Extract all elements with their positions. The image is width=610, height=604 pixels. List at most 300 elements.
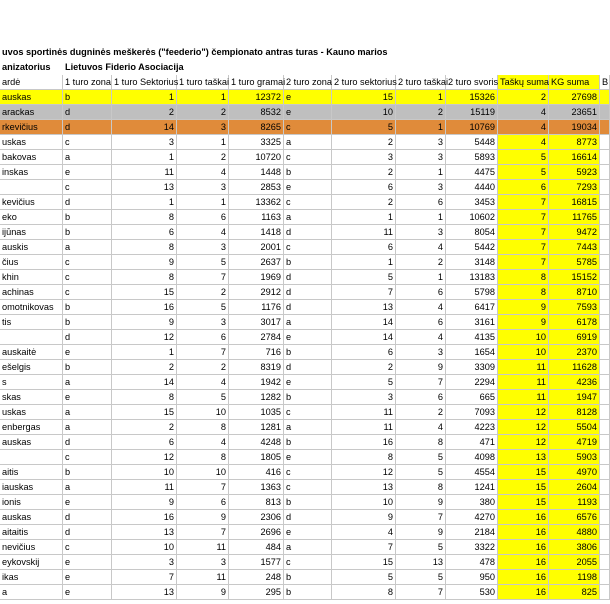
table-cell[interactable]: 10 <box>177 405 229 420</box>
table-cell[interactable]: 2 <box>396 255 446 270</box>
table-cell[interactable]: d <box>63 195 112 210</box>
table-cell[interactable]: 471 <box>446 435 498 450</box>
table-cell[interactable]: d <box>63 525 112 540</box>
table-cell[interactable]: b <box>63 465 112 480</box>
table-cell[interactable] <box>600 480 610 495</box>
table-cell[interactable] <box>600 585 610 600</box>
table-cell[interactable]: 6 <box>396 390 446 405</box>
table-cell[interactable]: 10 <box>112 465 177 480</box>
table-cell[interactable]: e <box>284 450 332 465</box>
table-cell[interactable]: 13 <box>396 555 446 570</box>
table-cell[interactable]: 5 <box>177 390 229 405</box>
table-cell[interactable]: 2055 <box>549 555 600 570</box>
table-cell[interactable]: 9 <box>112 495 177 510</box>
table-cell[interactable]: iauskas <box>0 480 63 495</box>
table-cell[interactable]: khin <box>0 270 63 285</box>
table-cell[interactable]: 5903 <box>549 450 600 465</box>
table-cell[interactable]: 8319 <box>229 360 284 375</box>
table-cell[interactable]: aitaitis <box>0 525 63 540</box>
table-cell[interactable] <box>600 555 610 570</box>
table-cell[interactable]: 7 <box>396 585 446 600</box>
table-cell[interactable]: 8773 <box>549 135 600 150</box>
table-cell[interactable]: 2294 <box>446 375 498 390</box>
table-cell[interactable]: 4 <box>177 375 229 390</box>
table-cell[interactable]: c <box>63 285 112 300</box>
table-cell[interactable]: 2 <box>177 285 229 300</box>
table-cell[interactable]: 4 <box>396 330 446 345</box>
table-cell[interactable]: 7093 <box>446 405 498 420</box>
table-cell[interactable]: e <box>284 525 332 540</box>
table-cell[interactable]: 3 <box>396 180 446 195</box>
table-cell[interactable]: 1 <box>112 150 177 165</box>
table-cell[interactable]: c <box>63 180 112 195</box>
table-cell[interactable]: 7 <box>498 210 549 225</box>
table-cell[interactable]: e <box>63 585 112 600</box>
table-cell[interactable]: 6 <box>396 195 446 210</box>
table-cell[interactable]: 5 <box>396 570 446 585</box>
table-cell[interactable]: 1 <box>332 255 396 270</box>
table-cell[interactable]: 5923 <box>549 165 600 180</box>
table-cell[interactable] <box>600 420 610 435</box>
table-cell[interactable]: e <box>284 180 332 195</box>
table-cell[interactable]: c <box>284 195 332 210</box>
table-cell[interactable]: 10 <box>332 105 396 120</box>
table-cell[interactable]: d <box>284 300 332 315</box>
table-cell[interactable]: 530 <box>446 585 498 600</box>
table-cell[interactable]: 16614 <box>549 150 600 165</box>
table-cell[interactable]: omotnikovas <box>0 300 63 315</box>
table-cell[interactable]: 716 <box>229 345 284 360</box>
column-header[interactable]: 2 turo taškai <box>396 75 446 90</box>
table-cell[interactable]: 3806 <box>549 540 600 555</box>
table-cell[interactable]: 7593 <box>549 300 600 315</box>
table-cell[interactable] <box>600 495 610 510</box>
table-cell[interactable]: 2696 <box>229 525 284 540</box>
table-cell[interactable] <box>600 165 610 180</box>
table-cell[interactable]: b <box>284 165 332 180</box>
table-cell[interactable]: 7443 <box>549 240 600 255</box>
table-cell[interactable]: 665 <box>446 390 498 405</box>
column-header[interactable]: 2 turo svoris <box>446 75 498 90</box>
table-cell[interactable] <box>600 375 610 390</box>
table-cell[interactable]: 7 <box>112 570 177 585</box>
table-cell[interactable]: 10 <box>498 345 549 360</box>
table-cell[interactable]: 4 <box>177 165 229 180</box>
table-cell[interactable]: 2637 <box>229 255 284 270</box>
table-cell[interactable]: b <box>63 90 112 105</box>
table-cell[interactable] <box>600 90 610 105</box>
table-cell[interactable]: 5448 <box>446 135 498 150</box>
table-cell[interactable]: d <box>63 105 112 120</box>
column-header[interactable]: 1 turo gramai <box>229 75 284 90</box>
table-cell[interactable]: 4 <box>396 300 446 315</box>
table-cell[interactable]: e <box>63 165 112 180</box>
table-cell[interactable]: 15 <box>332 555 396 570</box>
table-cell[interactable]: 950 <box>446 570 498 585</box>
table-cell[interactable]: a <box>63 375 112 390</box>
table-cell[interactable]: c <box>63 540 112 555</box>
table-cell[interactable]: 3325 <box>229 135 284 150</box>
table-cell[interactable]: c <box>284 405 332 420</box>
table-cell[interactable]: b <box>284 570 332 585</box>
table-cell[interactable]: 1193 <box>549 495 600 510</box>
table-cell[interactable]: 1969 <box>229 270 284 285</box>
table-cell[interactable]: e <box>63 555 112 570</box>
table-cell[interactable]: 6919 <box>549 330 600 345</box>
table-cell[interactable] <box>600 300 610 315</box>
table-cell[interactable]: c <box>63 255 112 270</box>
table-cell[interactable]: a <box>63 405 112 420</box>
table-cell[interactable]: 9472 <box>549 225 600 240</box>
table-cell[interactable] <box>600 255 610 270</box>
table-cell[interactable]: 2853 <box>229 180 284 195</box>
table-cell[interactable]: 6 <box>396 285 446 300</box>
table-cell[interactable]: c <box>63 270 112 285</box>
table-cell[interactable]: d <box>63 120 112 135</box>
table-cell[interactable]: 7 <box>498 225 549 240</box>
table-cell[interactable]: 3 <box>112 555 177 570</box>
table-cell[interactable]: auskis <box>0 240 63 255</box>
table-cell[interactable]: 11 <box>332 225 396 240</box>
table-cell[interactable]: 11628 <box>549 360 600 375</box>
table-cell[interactable]: 8 <box>112 240 177 255</box>
table-cell[interactable]: 11 <box>332 420 396 435</box>
table-cell[interactable]: 1 <box>177 195 229 210</box>
table-cell[interactable]: 8 <box>112 270 177 285</box>
table-cell[interactable]: b <box>284 255 332 270</box>
table-cell[interactable]: 5 <box>177 300 229 315</box>
table-cell[interactable]: 5 <box>332 570 396 585</box>
table-cell[interactable]: 7293 <box>549 180 600 195</box>
column-header[interactable]: Taškų suma <box>498 75 549 90</box>
table-cell[interactable]: 6 <box>177 330 229 345</box>
table-cell[interactable]: bakovas <box>0 150 63 165</box>
table-cell[interactable]: 5785 <box>549 255 600 270</box>
table-cell[interactable]: s <box>0 375 63 390</box>
table-cell[interactable]: 1 <box>112 195 177 210</box>
table-cell[interactable]: 813 <box>229 495 284 510</box>
table-cell[interactable]: 9 <box>332 510 396 525</box>
table-cell[interactable]: ešelgis <box>0 360 63 375</box>
table-cell[interactable]: a <box>284 210 332 225</box>
column-header[interactable]: 2 turo sektorius <box>332 75 396 90</box>
table-cell[interactable]: 8 <box>396 435 446 450</box>
table-cell[interactable]: 4 <box>177 225 229 240</box>
table-cell[interactable]: 10720 <box>229 150 284 165</box>
table-cell[interactable]: 15 <box>112 285 177 300</box>
table-cell[interactable]: 6 <box>396 315 446 330</box>
table-cell[interactable]: 9 <box>112 255 177 270</box>
table-cell[interactable] <box>600 465 610 480</box>
table-cell[interactable]: 8 <box>332 585 396 600</box>
table-cell[interactable]: 4236 <box>549 375 600 390</box>
table-cell[interactable]: b <box>284 345 332 360</box>
table-cell[interactable]: 19034 <box>549 120 600 135</box>
table-cell[interactable] <box>600 270 610 285</box>
table-cell[interactable]: 5 <box>396 540 446 555</box>
table-cell[interactable]: 5 <box>177 255 229 270</box>
table-cell[interactable]: 12 <box>498 405 549 420</box>
table-cell[interactable]: e <box>63 345 112 360</box>
table-cell[interactable]: 7 <box>177 270 229 285</box>
table-cell[interactable]: 13 <box>112 585 177 600</box>
table-cell[interactable]: 6 <box>332 345 396 360</box>
table-cell[interactable]: 1 <box>112 90 177 105</box>
table-cell[interactable]: achinas <box>0 285 63 300</box>
table-cell[interactable] <box>0 180 63 195</box>
table-cell[interactable]: 1418 <box>229 225 284 240</box>
table-cell[interactable]: 16 <box>112 300 177 315</box>
table-cell[interactable]: 5504 <box>549 420 600 435</box>
table-cell[interactable]: d <box>284 225 332 240</box>
table-cell[interactable]: 7 <box>177 525 229 540</box>
table-cell[interactable]: 3 <box>177 240 229 255</box>
table-cell[interactable]: 12 <box>112 450 177 465</box>
table-cell[interactable]: 1241 <box>446 480 498 495</box>
table-cell[interactable]: 16 <box>498 525 549 540</box>
table-cell[interactable]: 6 <box>332 180 396 195</box>
table-cell[interactable]: 11 <box>177 570 229 585</box>
table-cell[interactable]: 1363 <box>229 480 284 495</box>
table-cell[interactable]: 7 <box>498 195 549 210</box>
table-cell[interactable]: e <box>284 105 332 120</box>
table-cell[interactable]: 295 <box>229 585 284 600</box>
table-cell[interactable]: 14 <box>332 315 396 330</box>
organizer-value[interactable]: Lietuvos Fiderio Asociacija <box>65 62 184 72</box>
table-cell[interactable]: 4880 <box>549 525 600 540</box>
table-cell[interactable]: 8 <box>332 450 396 465</box>
table-cell[interactable]: 15 <box>112 405 177 420</box>
table-cell[interactable]: 8710 <box>549 285 600 300</box>
table-cell[interactable]: 4719 <box>549 435 600 450</box>
table-cell[interactable]: 11 <box>112 480 177 495</box>
table-cell[interactable]: 12 <box>498 420 549 435</box>
table-cell[interactable]: 5893 <box>446 150 498 165</box>
table-cell[interactable]: c <box>63 450 112 465</box>
table-cell[interactable]: 12 <box>112 330 177 345</box>
table-cell[interactable] <box>600 510 610 525</box>
table-cell[interactable]: eykovskij <box>0 555 63 570</box>
table-cell[interactable]: 11 <box>498 375 549 390</box>
table-cell[interactable]: 4970 <box>549 465 600 480</box>
table-cell[interactable]: uskas <box>0 405 63 420</box>
table-cell[interactable]: 825 <box>549 585 600 600</box>
table-cell[interactable]: d <box>63 510 112 525</box>
table-cell[interactable]: aitis <box>0 465 63 480</box>
table-cell[interactable]: 5 <box>396 450 446 465</box>
table-cell[interactable] <box>600 195 610 210</box>
table-cell[interactable]: 1 <box>396 165 446 180</box>
table-cell[interactable]: 13 <box>498 450 549 465</box>
table-cell[interactable]: 11 <box>112 165 177 180</box>
table-cell[interactable]: 9 <box>177 585 229 600</box>
table-cell[interactable]: c <box>63 135 112 150</box>
table-cell[interactable]: b <box>63 315 112 330</box>
table-cell[interactable]: arackas <box>0 105 63 120</box>
table-cell[interactable]: enbergas <box>0 420 63 435</box>
table-cell[interactable]: 4270 <box>446 510 498 525</box>
table-cell[interactable]: c <box>284 240 332 255</box>
table-cell[interactable]: auskaitė <box>0 345 63 360</box>
table-cell[interactable]: 1 <box>396 210 446 225</box>
table-cell[interactable]: inskas <box>0 165 63 180</box>
table-cell[interactable]: ikas <box>0 570 63 585</box>
table-cell[interactable]: uskas <box>0 135 63 150</box>
table-cell[interactable]: 12 <box>498 435 549 450</box>
table-cell[interactable]: 4248 <box>229 435 284 450</box>
table-cell[interactable]: a <box>63 240 112 255</box>
table-cell[interactable]: 6 <box>177 495 229 510</box>
table-cell[interactable]: 6178 <box>549 315 600 330</box>
table-cell[interactable]: 9 <box>177 510 229 525</box>
table-cell[interactable]: ijūnas <box>0 225 63 240</box>
table-cell[interactable]: 2 <box>112 105 177 120</box>
table-cell[interactable]: 23651 <box>549 105 600 120</box>
table-cell[interactable]: 3 <box>112 135 177 150</box>
table-cell[interactable]: 2 <box>396 405 446 420</box>
table-cell[interactable]: 4223 <box>446 420 498 435</box>
table-cell[interactable]: 6 <box>112 435 177 450</box>
table-cell[interactable]: 13183 <box>446 270 498 285</box>
table-cell[interactable]: auskas <box>0 435 63 450</box>
table-cell[interactable]: b <box>63 300 112 315</box>
table-cell[interactable]: 4 <box>177 435 229 450</box>
table-cell[interactable]: 4 <box>396 240 446 255</box>
table-cell[interactable]: 3 <box>177 555 229 570</box>
table-cell[interactable]: 7 <box>332 540 396 555</box>
table-cell[interactable]: a <box>63 150 112 165</box>
table-cell[interactable]: 2 <box>112 360 177 375</box>
table-cell[interactable] <box>0 330 63 345</box>
table-cell[interactable]: 10 <box>112 540 177 555</box>
sheet-title[interactable]: uvos sportinės dugninės meškerės ("feederio") čempionato antras turas - Kauno marios <box>2 47 388 57</box>
table-cell[interactable]: 8054 <box>446 225 498 240</box>
table-cell[interactable]: 14 <box>332 330 396 345</box>
table-cell[interactable] <box>600 435 610 450</box>
table-cell[interactable]: 9 <box>498 315 549 330</box>
table-cell[interactable]: 3309 <box>446 360 498 375</box>
table-cell[interactable] <box>600 345 610 360</box>
table-cell[interactable]: 1 <box>112 345 177 360</box>
table-cell[interactable]: 1163 <box>229 210 284 225</box>
table-cell[interactable]: 12 <box>332 465 396 480</box>
table-cell[interactable]: 3 <box>332 150 396 165</box>
table-cell[interactable]: 2784 <box>229 330 284 345</box>
organizer-label[interactable]: anizatorius <box>2 62 51 72</box>
table-cell[interactable]: 1 <box>396 120 446 135</box>
table-cell[interactable]: b <box>63 225 112 240</box>
table-cell[interactable]: 6 <box>112 225 177 240</box>
table-cell[interactable]: 5 <box>332 375 396 390</box>
table-cell[interactable] <box>600 210 610 225</box>
table-cell[interactable]: 7 <box>177 480 229 495</box>
table-cell[interactable]: b <box>284 435 332 450</box>
table-cell[interactable]: 1 <box>177 90 229 105</box>
table-cell[interactable]: e <box>63 390 112 405</box>
table-cell[interactable]: 5 <box>332 120 396 135</box>
table-cell[interactable]: a <box>284 540 332 555</box>
table-cell[interactable]: 8 <box>498 285 549 300</box>
table-cell[interactable]: 16 <box>112 510 177 525</box>
table-cell[interactable]: 3148 <box>446 255 498 270</box>
table-cell[interactable]: d <box>284 285 332 300</box>
column-header[interactable]: B <box>600 75 610 90</box>
table-cell[interactable]: 8 <box>177 450 229 465</box>
table-cell[interactable]: 13 <box>112 180 177 195</box>
table-cell[interactable]: 6576 <box>549 510 600 525</box>
table-cell[interactable]: rkevičius <box>0 120 63 135</box>
table-cell[interactable]: 10602 <box>446 210 498 225</box>
table-cell[interactable]: 2 <box>112 420 177 435</box>
table-cell[interactable]: 8 <box>396 480 446 495</box>
table-cell[interactable]: 4 <box>396 420 446 435</box>
table-cell[interactable]: 3322 <box>446 540 498 555</box>
table-cell[interactable]: 11 <box>498 390 549 405</box>
table-cell[interactable]: 8 <box>112 390 177 405</box>
table-cell[interactable]: 2370 <box>549 345 600 360</box>
table-cell[interactable]: 16 <box>498 555 549 570</box>
table-cell[interactable]: 3161 <box>446 315 498 330</box>
table-cell[interactable]: 13 <box>332 480 396 495</box>
table-cell[interactable]: 4 <box>332 525 396 540</box>
table-cell[interactable]: 3453 <box>446 195 498 210</box>
table-cell[interactable]: 7 <box>396 510 446 525</box>
table-cell[interactable]: b <box>63 210 112 225</box>
table-cell[interactable]: auskas <box>0 90 63 105</box>
table-cell[interactable]: 2604 <box>549 480 600 495</box>
table-cell[interactable]: 8 <box>177 420 229 435</box>
table-cell[interactable]: 11 <box>332 405 396 420</box>
table-cell[interactable]: 2306 <box>229 510 284 525</box>
table-cell[interactable]: 9 <box>396 495 446 510</box>
table-cell[interactable]: 10769 <box>446 120 498 135</box>
table-cell[interactable]: 4440 <box>446 180 498 195</box>
table-cell[interactable] <box>600 360 610 375</box>
table-cell[interactable]: 14 <box>112 375 177 390</box>
table-cell[interactable]: 16 <box>498 585 549 600</box>
table-cell[interactable]: 1942 <box>229 375 284 390</box>
table-cell[interactable]: 15119 <box>446 105 498 120</box>
table-cell[interactable]: 14 <box>112 120 177 135</box>
table-cell[interactable]: 1654 <box>446 345 498 360</box>
table-cell[interactable]: c <box>284 480 332 495</box>
table-cell[interactable]: 8 <box>498 270 549 285</box>
table-cell[interactable]: 4 <box>498 135 549 150</box>
column-header[interactable]: KG suma <box>549 75 600 90</box>
table-cell[interactable] <box>600 135 610 150</box>
table-cell[interactable]: 4098 <box>446 450 498 465</box>
table-cell[interactable]: 9 <box>498 300 549 315</box>
table-cell[interactable]: tis <box>0 315 63 330</box>
table-cell[interactable]: 10 <box>177 465 229 480</box>
table-cell[interactable]: 15152 <box>549 270 600 285</box>
table-cell[interactable]: nevičius <box>0 540 63 555</box>
table-cell[interactable]: c <box>284 465 332 480</box>
table-cell[interactable]: 1448 <box>229 165 284 180</box>
table-cell[interactable]: 4475 <box>446 165 498 180</box>
table-cell[interactable] <box>600 405 610 420</box>
table-cell[interactable] <box>600 450 610 465</box>
table-cell[interactable]: 8 <box>112 210 177 225</box>
table-cell[interactable]: 2 <box>177 360 229 375</box>
table-cell[interactable]: 484 <box>229 540 284 555</box>
table-cell[interactable]: 16 <box>332 435 396 450</box>
table-cell[interactable]: 8128 <box>549 405 600 420</box>
table-cell[interactable]: 11 <box>498 360 549 375</box>
table-cell[interactable]: 6 <box>498 180 549 195</box>
table-cell[interactable]: 9 <box>112 315 177 330</box>
table-cell[interactable]: 4135 <box>446 330 498 345</box>
